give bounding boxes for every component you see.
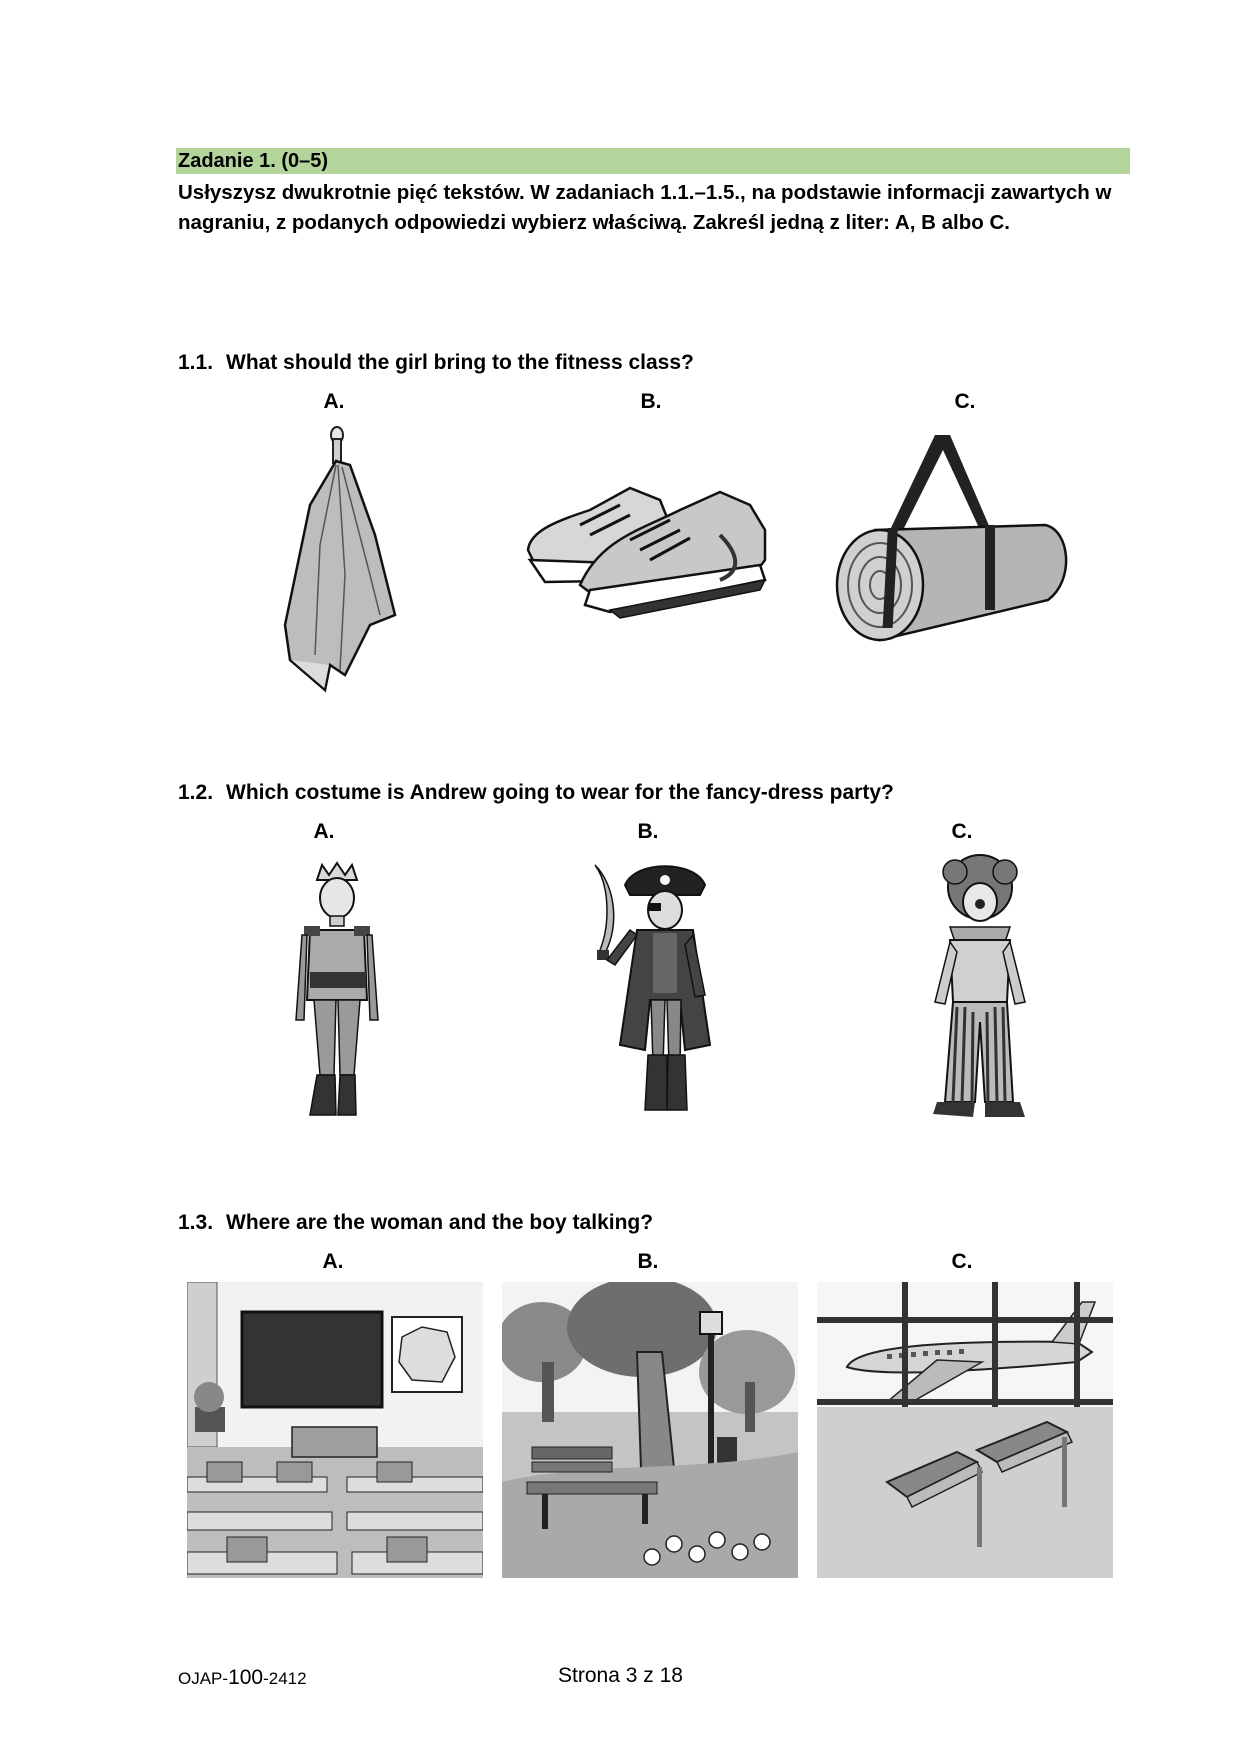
- task-instructions: Usłyszysz dwukrotnie pięć tekstów. W zadaniach 1.1.–1.5., na podstawie informacji zawartych w nagraniu, z podanych odpowiedzi wybierz właściwą. Zakreśl jedną z liter: A, B albo C.: [178, 181, 1112, 234]
- option-c-label[interactable]: C.: [954, 390, 976, 413]
- question-text: Which costume is Andrew going to wear for the fancy-dress party?: [226, 781, 894, 804]
- question-number: 1.2.: [178, 781, 214, 804]
- pirate-costume-icon: [585, 855, 715, 1125]
- question-1-3: [178, 1210, 653, 1236]
- yoga-mat-icon: [830, 430, 1080, 645]
- question-number: 1.3.: [178, 1211, 214, 1234]
- option-c-label[interactable]: C.: [951, 820, 973, 843]
- towel-icon: [280, 425, 400, 695]
- option-a-label[interactable]: A.: [323, 390, 345, 413]
- page-number: Strona 3 z 18: [558, 1664, 683, 1687]
- option-a-label[interactable]: A.: [322, 1250, 344, 1273]
- classroom-scene: [187, 1282, 483, 1578]
- option-b-label[interactable]: B.: [640, 390, 662, 413]
- question-number: 1.1.: [178, 351, 214, 374]
- airport-scene: [817, 1282, 1113, 1578]
- park-scene: [502, 1282, 798, 1578]
- task-header: Zadanie 1. (0–5): [176, 148, 1130, 174]
- question-text: Where are the woman and the boy talking?: [226, 1211, 654, 1234]
- option-b-label[interactable]: B.: [637, 820, 659, 843]
- exam-code-suffix: -2412: [263, 1669, 307, 1688]
- question-1-1: [178, 350, 694, 376]
- option-c-label[interactable]: C.: [951, 1250, 973, 1273]
- option-a-label[interactable]: A.: [313, 820, 335, 843]
- option-b-label[interactable]: B.: [637, 1250, 659, 1273]
- clown-costume-icon: [925, 852, 1035, 1127]
- exam-code-prefix: OJAP-: [178, 1669, 229, 1688]
- question-1-2: [178, 780, 894, 806]
- question-text: What should the girl bring to the fitness class?: [226, 351, 694, 374]
- exam-code-main: 100: [228, 1666, 264, 1689]
- prince-costume-icon: [292, 860, 382, 1120]
- sneakers-icon: [520, 480, 770, 620]
